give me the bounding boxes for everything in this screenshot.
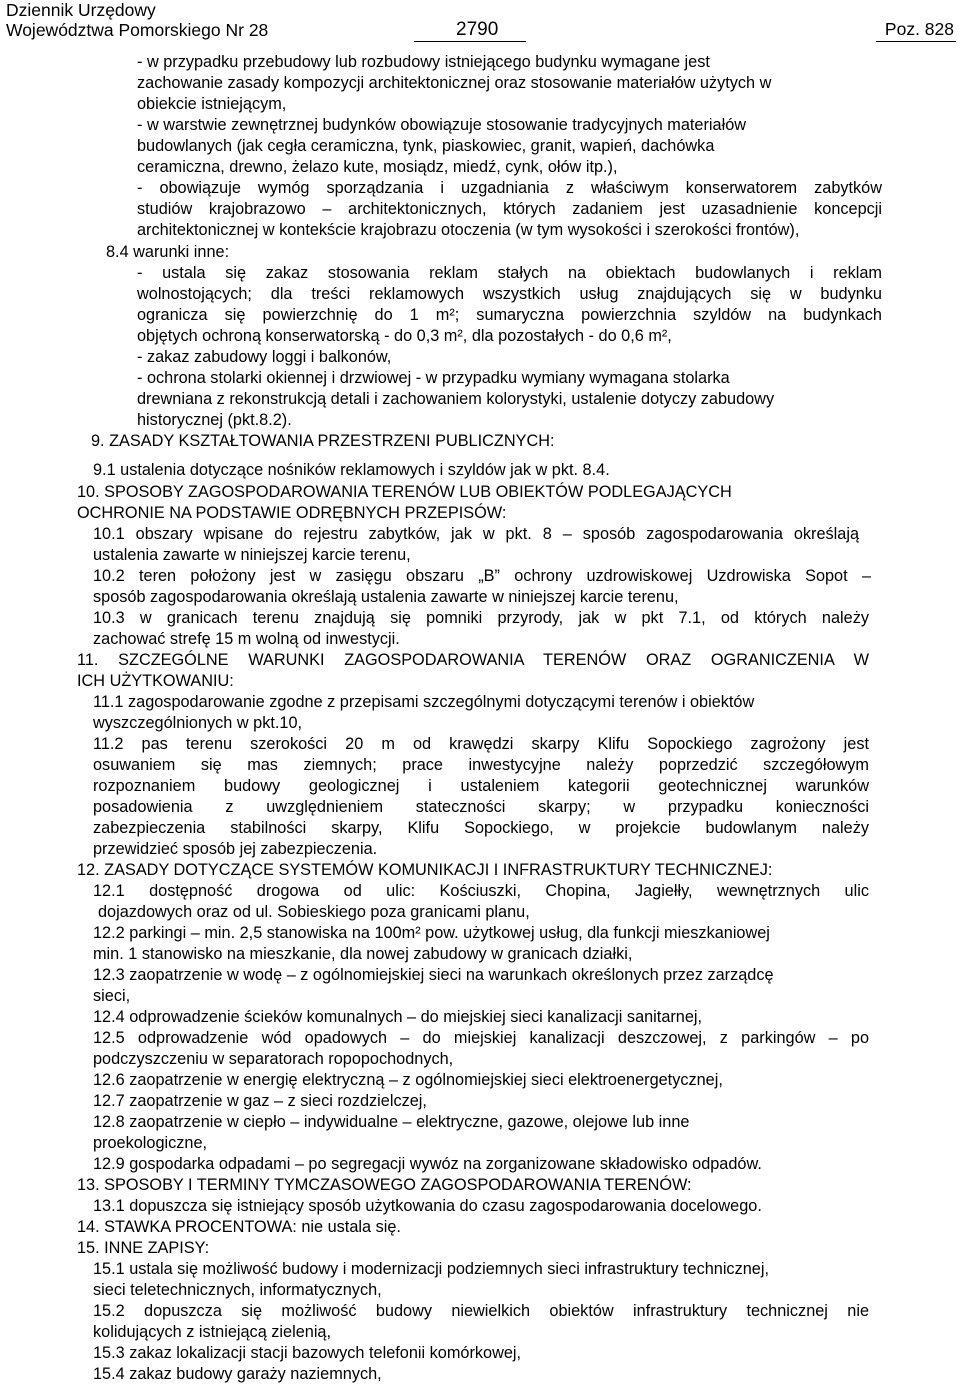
text-line: 10. SPOSOBY ZAGOSPODAROWANIA TERENÓW LUB OBIEKTÓW PODLEGAJĄCYCH [77,483,732,501]
text-line: 12.9 gospodarka odpadami – po segregacji wywóz na zorganizowane składowisko odpadów. [93,1155,762,1173]
text-line: 8.4 warunki inne: [106,243,230,261]
text-line: 12.5 odprowadzenie wód opadowych – do miejskiej kanalizacji deszczowej, z parkingów – po [93,1029,869,1047]
text-line: ogranicza się powierzchnię do 1 m²; sumaryczna powierzchnia szyldów na budynkach [137,306,882,324]
text-line: ustalenia zawarte w niniejszej karcie terenu, [93,546,411,564]
text-line: zachować strefę 15 m wolną od inwestycji. [93,630,400,648]
text-line: 11.2 pas terenu szerokości 20 m od krawędzi skarpy Klifu Sopockiego zagrożony jest [93,735,869,753]
text-line: 10.3 w granicach terenu znajdują się pomniki przyrody, jak w pkt 7.1, od których należy [93,609,869,627]
text-line: 12.7 zaopatrzenie w gaz – z sieci rozdzielczej, [93,1092,427,1110]
text-line: wolnostojących; dla treści reklamowych wszystkich usług znajdujących się w budynku [137,285,882,303]
text-line: architektonicznej w kontekście krajobrazu otoczenia (w tym wysokości i szerokości frontów), [137,221,800,239]
text-line: 12.6 zaopatrzenie w energię elektryczną – z ogólnomiejskiej sieci elektroenergetycznej, [93,1071,723,1089]
text-line: ICH UŻYTKOWANIU: [77,672,234,690]
text-line: 15.1 ustala się możliwość budowy i modernizacji podziemnych sieci infrastruktury technicznej, [93,1260,769,1278]
text-line: drewniana z rekonstrukcją detali i zachowaniem kolorystyki, ustalenie dotyczy zabudowy [137,390,775,408]
text-line: 15.4 zakaz budowy garaży naziemnych, [93,1365,382,1383]
text-line: osuwaniem się mas ziemnych; prace inwestycyjne należy poprzedzić szczegółowym [93,756,869,774]
text-line: 14. STAWKA PROCENTOWA: nie ustala się. [77,1218,401,1236]
text-line: - w przypadku przebudowy lub rozbudowy istniejącego budynku wymagane jest [137,53,710,71]
text-line: objętych ochroną konserwatorską - do 0,3 m², dla pozostałych - do 0,6 m², [137,327,672,345]
journal-title-line1: Dziennik Urzędowy [6,0,156,20]
text-line: 13. SPOSOBY I TERMINY TYMCZASOWEGO ZAGOSPODAROWANIA TERENÓW: [77,1176,692,1194]
journal-title-line2: Województwa Pomorskiego Nr 28 [6,20,269,40]
text-line: 15. INNE ZAPISY: [77,1239,210,1257]
text-line: 11.1 zagospodarowanie zgodne z przepisami szczególnymi dotyczącymi terenów i obiektów [93,693,755,711]
text-line: 12.3 zaopatrzenie w wodę – z ogólnomiejskiej sieci na warunkach określonych przez zarządcę [93,966,774,984]
text-line: min. 1 stanowisko na mieszkanie, dla nowej zabudowy w granicach działki, [93,945,633,963]
page-number: 2790 [456,19,499,40]
text-line: 12.1 dostępność drogowa od ulic: Kościuszki, Chopina, Jagiełły, wewnętrznych ulic [93,882,869,900]
text-line: rozpoznaniem budowy geologicznej i ustaleniem kategorii geotechnicznej warunków [93,777,869,795]
text-line: przewidzieć sposób jej zabezpieczenia. [93,840,378,858]
text-line: podczyszczeniu w separatorach ropopochodnych, [93,1050,454,1068]
text-line: posadowienia z uwzględnieniem stateczności skarpy; w przypadku konieczności [93,798,869,816]
text-line: - zakaz zabudowy loggi i balkonów, [137,348,392,366]
text-line: proekologiczne, [93,1134,208,1152]
text-line: 12. ZASADY DOTYCZĄCE SYSTEMÓW KOMUNIKACJI I INFRASTRUKTURY TECHNICZNEJ: [77,861,773,879]
text-line: dojazdowych oraz od ul. Sobieskiego poza granicami planu, [98,903,530,921]
text-line: 12.4 odprowadzenie ścieków komunalnych – do miejskiej sieci kanalizacji sanitarnej, [93,1008,703,1026]
text-line: 10.2 teren położony jest w zasięgu obszaru „B” ochrony uzdrowiskowej Uzdrowiska Sopot – [93,567,871,585]
text-line: studiów krajobrazowo – architektonicznych, których zadaniem jest uzasadnienie koncepcji [137,200,882,218]
text-line: zabezpieczenia stabilności skarpy, Klifu Sopockiego, w projekcie budowlanym należy [93,819,869,837]
text-line: zachowanie zasady kompozycji architektonicznej oraz stosowanie materiałów użytych w [137,74,772,92]
text-line: 13.1 dopuszcza się istniejący sposób użytkowania do czasu zagospodarowania docelowego. [93,1197,762,1215]
text-line: sieci teletechnicznych, informatycznych, [93,1281,382,1299]
text-line: sposób zagospodarowania określają ustalenia zawarte w niniejszej karcie terenu, [93,588,679,606]
text-line: 15.2 dopuszcza się możliwość budowy niewielkich obiektów infrastruktury technicznej nie [93,1302,869,1320]
text-line: 9.1 ustalenia dotyczące nośników reklamowych i szyldów jak w pkt. 8.4. [93,461,610,479]
text-line: OCHRONIE NA PODSTAWIE ODRĘBNYCH PRZEPISÓW: [77,504,507,522]
text-line: 11. SZCZEGÓLNE WARUNKI ZAGOSPODAROWANIA TERENÓW ORAZ OGRANICZENIA W [77,651,869,669]
text-line: 15.3 zakaz lokalizacji stacji bazowych telefonii komórkowej, [93,1344,522,1362]
text-line: 12.8 zaopatrzenie w ciepło – indywidualne – elektryczne, gazowe, olejowe lub inne [93,1113,690,1131]
text-line: sieci, [93,987,131,1005]
text-line: budowlanych (jak cegła ceramiczna, tynk, piaskowiec, granit, wapień, dachówka [137,137,715,155]
text-line: 10.1 obszary wpisane do rejestru zabytków, jak w pkt. 8 – sposób zagospodarowania określają [93,525,859,543]
text-line: - obowiązuje wymóg sporządzania i uzgadniania z właściwym konserwatorem zabytków [137,179,882,197]
text-line: historycznej (pkt.8.2). [137,411,292,429]
text-line: - ustala się zakaz stosowania reklam stałych na obiektach budowlanych i reklam [137,264,882,282]
position-number: Poz. 828 [884,19,954,39]
text-line: - w warstwie zewnętrznej budynków obowiązuje stosowanie tradycyjnych materiałów [137,116,747,134]
text-line: 9. ZASADY KSZTAŁTOWANIA PRZESTRZENI PUBLICZNYCH: [91,432,555,450]
text-line: - ochrona stolarki okiennej i drzwiowej - w przypadku wymiany wymagana stolarka [137,369,730,387]
text-line: ceramiczna, drewno, żelazo kute, mosiądz, miedź, cynk, ołów itp.), [137,158,618,176]
text-line: kolidujących z istniejącą zielenią, [93,1323,332,1341]
text-line: wyszczególnionych w pkt.10, [93,714,303,732]
text-line: 12.2 parkingi – min. 2,5 stanowiska na 100m² pow. użytkowej usług, dla funkcji mieszkaniowej [93,924,770,942]
text-line: obiekcie istniejącym, [137,95,287,113]
